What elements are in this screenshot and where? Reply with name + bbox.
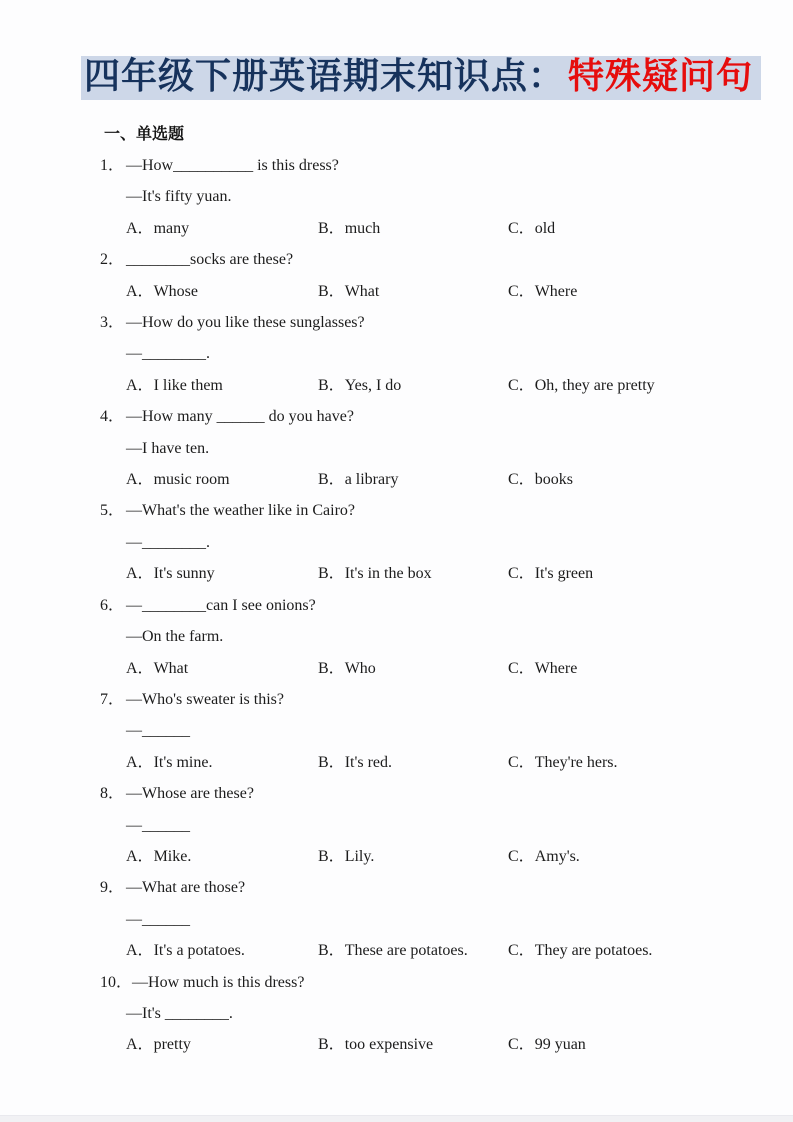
question-stem-line — [100, 244, 762, 275]
question-extra-lines — [100, 810, 762, 841]
question-answer-line: —________. — [126, 345, 210, 363]
option-label: C． — [508, 1036, 535, 1054]
option-label: B． — [318, 565, 345, 583]
question-extra-lines — [100, 181, 762, 212]
option-a: A．What — [126, 659, 189, 677]
option-c: C．Where — [508, 282, 578, 300]
question-answer-line: —______ — [126, 910, 190, 928]
option-label: C． — [508, 565, 535, 583]
options-row — [100, 1029, 762, 1060]
option-label: C． — [508, 376, 535, 394]
option-b: B．What — [318, 282, 380, 300]
question-answer-line: —It's fifty yuan. — [126, 188, 232, 206]
question-answer-line: —It's ________. — [126, 1004, 233, 1022]
option-label: B． — [318, 942, 345, 960]
option-label: C． — [508, 942, 535, 960]
options-row — [100, 935, 762, 966]
option-c: C．They're hers. — [508, 753, 618, 771]
options-row — [100, 653, 762, 684]
question-text: —How do you like these sunglasses? — [126, 314, 365, 332]
option-c: C．old — [508, 219, 556, 237]
option-a: A．Mike. — [126, 847, 192, 865]
option-label: B． — [318, 1036, 345, 1054]
question-block — [100, 244, 762, 307]
option-label: A． — [126, 847, 154, 865]
option-label: C． — [508, 282, 535, 300]
question-text: —________can I see onions? — [126, 596, 316, 614]
option-b: B．It's red. — [318, 753, 392, 771]
question-number: 2． — [100, 251, 125, 269]
option-label: B． — [318, 753, 345, 771]
options-row — [100, 558, 762, 589]
option-c: C．books — [508, 471, 573, 489]
question-stem-line — [100, 872, 762, 903]
options-row — [100, 370, 762, 401]
option-c: C．Oh, they are pretty — [508, 376, 655, 394]
worksheet-title-highlight: 特殊疑问句 — [568, 55, 754, 96]
worksheet-title-prefix: 四年级下册英语期末知识点： — [84, 55, 566, 96]
question-text: —What's the weather like in Cairo? — [126, 502, 356, 520]
option-label: A． — [126, 282, 154, 300]
option-c: C．99 yuan — [508, 1036, 586, 1054]
option-c: C．It's green — [508, 565, 594, 583]
question-number: 10． — [100, 973, 133, 991]
option-b: B．a library — [318, 471, 399, 489]
option-label: C． — [508, 219, 535, 237]
question-extra-lines — [100, 527, 762, 558]
question-block — [100, 778, 762, 872]
question-stem-line — [100, 401, 762, 432]
option-a: A．music room — [126, 471, 230, 489]
question-extra-lines — [100, 998, 762, 1029]
option-label: B． — [318, 282, 345, 300]
question-number: 6． — [100, 596, 125, 614]
question-block — [100, 495, 762, 589]
option-a: A．many — [126, 219, 190, 237]
question-text: —How__________ is this dress? — [126, 157, 339, 174]
question-number: 7． — [100, 690, 125, 708]
question-text: —Whose are these? — [126, 785, 254, 803]
option-label: A． — [126, 219, 154, 237]
question-extra-lines — [100, 904, 762, 935]
question-block — [100, 967, 762, 1061]
option-b: B．much — [318, 219, 381, 237]
option-label: A． — [126, 659, 154, 677]
question-stem-line — [100, 307, 762, 338]
option-label: C． — [508, 847, 535, 865]
question-text: —How much is this dress? — [132, 973, 305, 991]
question-answer-line: —______ — [126, 722, 190, 740]
question-stem-line — [100, 590, 762, 621]
question-number: 1． — [100, 157, 125, 174]
question-extra-lines — [100, 621, 762, 652]
question-extra-lines — [100, 715, 762, 746]
option-label: A． — [126, 753, 154, 771]
question-stem-line — [100, 150, 762, 181]
option-label: A． — [126, 942, 154, 960]
question-block — [100, 590, 762, 684]
question-number: 8． — [100, 785, 125, 803]
question-block — [100, 150, 762, 244]
option-b: B．These are potatoes. — [318, 942, 468, 960]
option-label: A． — [126, 471, 154, 489]
options-row — [100, 213, 762, 244]
question-number: 3． — [100, 314, 125, 332]
worksheet-title-bar — [81, 56, 761, 100]
option-label: C． — [508, 471, 535, 489]
question-text: —How many ______ do you have? — [126, 408, 354, 426]
option-a: A．pretty — [126, 1036, 191, 1054]
option-label: A． — [126, 565, 154, 583]
option-b: B．Lily. — [318, 847, 375, 865]
option-c: C．Where — [508, 659, 578, 677]
question-answer-line: —I have ten. — [126, 439, 210, 457]
question-stem-line — [100, 778, 762, 809]
option-a: A．It's a potatoes. — [126, 942, 245, 960]
question-stem-line — [100, 967, 762, 998]
question-text: —What are those? — [126, 879, 246, 897]
question-extra-lines — [100, 338, 762, 369]
question-block — [100, 684, 762, 778]
option-label: B． — [318, 376, 345, 394]
question-answer-line: —________. — [126, 533, 210, 551]
option-b: B．Yes, I do — [318, 376, 402, 394]
question-answer-line: —______ — [126, 816, 190, 834]
option-label: B． — [318, 219, 345, 237]
question-stem-line — [100, 495, 762, 526]
option-b: B．too expensive — [318, 1036, 434, 1054]
option-label: B． — [318, 659, 345, 677]
question-answer-line: —On the farm. — [126, 628, 224, 646]
option-label: B． — [318, 471, 345, 489]
option-label: A． — [126, 376, 154, 394]
question-extra-lines — [100, 433, 762, 464]
option-label: A． — [126, 1036, 154, 1054]
option-a: A．It's sunny — [126, 565, 215, 583]
option-c: C．Amy's. — [508, 847, 580, 865]
question-text: —Who's sweater is this? — [126, 690, 284, 708]
option-label: B． — [318, 847, 345, 865]
option-a: A．Whose — [126, 282, 198, 300]
question-block — [100, 872, 762, 966]
option-a: A．It's mine. — [126, 753, 213, 771]
question-stem-line — [100, 684, 762, 715]
question-list — [100, 150, 762, 1061]
options-row — [100, 841, 762, 872]
options-row — [100, 464, 762, 495]
option-a: A．I like them — [126, 376, 223, 394]
question-block — [100, 307, 762, 401]
question-number: 5． — [100, 502, 125, 520]
section-heading: 一、单选题 — [104, 126, 185, 143]
options-row — [100, 747, 762, 778]
option-b: B．It's in the box — [318, 565, 432, 583]
option-c: C．They are potatoes. — [508, 942, 653, 960]
question-number: 9． — [100, 879, 125, 897]
question-text: ________socks are these? — [126, 251, 294, 269]
page-bottom-band — [0, 1115, 793, 1122]
options-row — [100, 276, 762, 307]
option-b: B．Who — [318, 659, 376, 677]
option-label: C． — [508, 753, 535, 771]
question-block — [100, 401, 762, 495]
option-label: C． — [508, 659, 535, 677]
question-number: 4． — [100, 408, 125, 426]
